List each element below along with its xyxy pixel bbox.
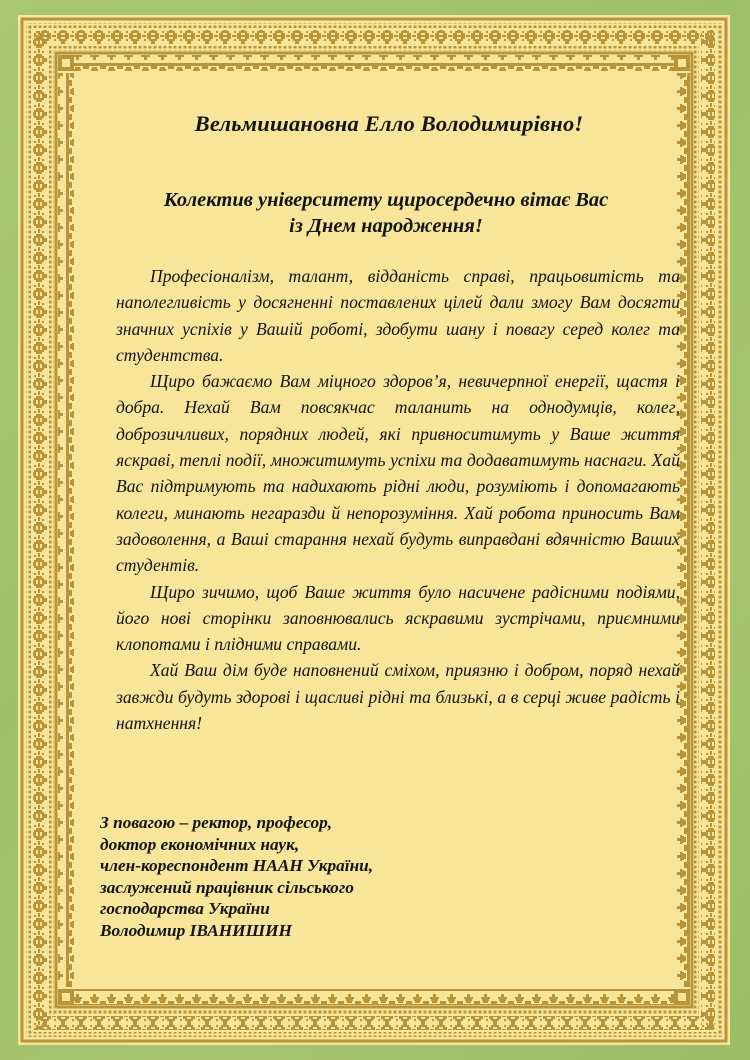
signature-name: Володимир ІВАНИШИН	[100, 920, 292, 940]
signature-line: З повагою – ректор, професор,	[100, 813, 333, 832]
greeting-heading: Вельмишановна Елло Володимирівно!	[194, 111, 584, 136]
paragraph: Хай Ваш дім буде наповнений сміхом, приязню і добром, поряд нехай завжди будуть здорові і щасливі рідні та близькі, а в серці живе радість і натхнення!	[116, 660, 680, 734]
signature-line: член-кореспондент НААН України,	[100, 856, 374, 875]
signature-block	[100, 812, 373, 941]
signature-line: заслужений працівник сільського	[100, 877, 354, 897]
letter	[18, 15, 730, 1045]
subheading-line: із Днем народження!	[289, 215, 483, 237]
congratulation-subheading	[18, 187, 730, 239]
signature-line: доктор економічних наук,	[100, 834, 300, 854]
paragraph: Щиро зичимо, щоб Ваше життя було насичене радісними подіями, його нові сторінки заповнювались яскравими зустрічами, приємними клопотами і плідними справами.	[116, 581, 680, 655]
signature-line: господарства України	[100, 899, 270, 918]
paragraph: Щиро бажаємо Вам міцного здоров’я, невичерпної енергії, щастя і добра. Нехай Вам повсякчас таланить на однодумців, колег, доброзичливих, порядних людей, які привноситимуть у Ваше життя яскраві, теплі події, множитимуть успіхи та додаватимуть наснаги. Хай Вас підтримують та надихають рідні люди, розуміють і допомагають колеги, минають негаразди й непорозуміння. Хай робота приносить Вам задоволення, а Ваші старання нехай будуть виправдані вдячністю Ваших студентів.	[116, 371, 680, 576]
greeting-card	[18, 15, 730, 1045]
paragraph: Професіоналізм, талант, відданість справі, працьовитість та наполегливість у досягненні поставлених цілей дали змогу Вам досягти значних успіхів у Вашій роботі, здобути шану і повагу серед колег та студентства.	[116, 266, 680, 365]
subheading-line: Колектив університету щиросердечно вітає Вас	[163, 189, 609, 211]
letter-body	[116, 263, 680, 736]
